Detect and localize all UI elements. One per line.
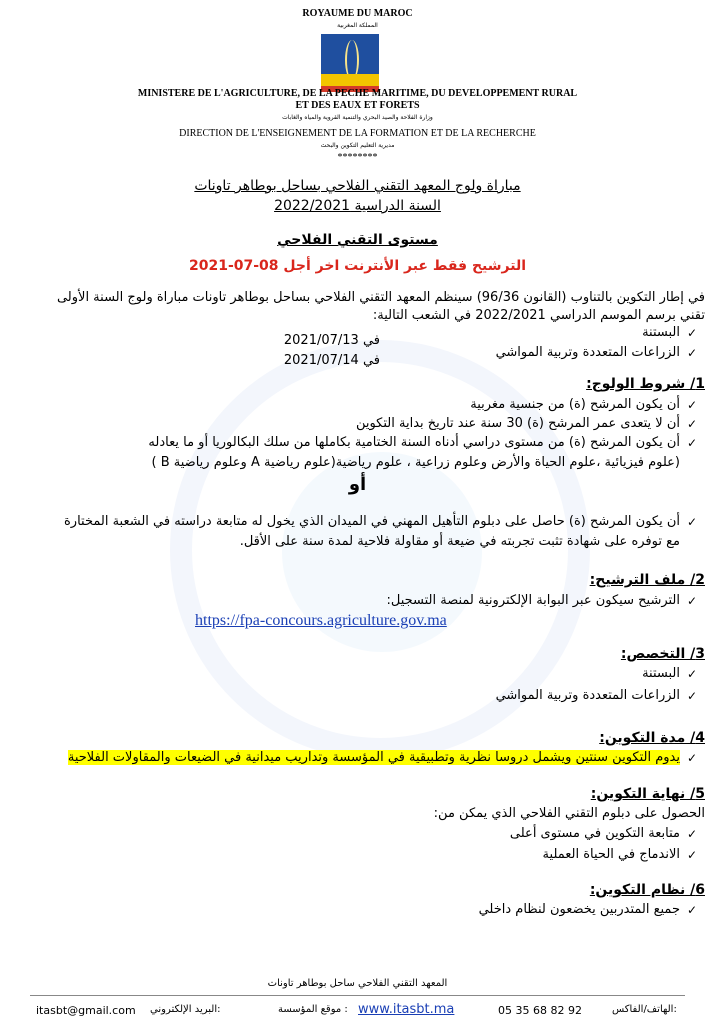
check-mark-icon: ✓ xyxy=(687,326,698,340)
royal-emblem-logo xyxy=(321,34,379,92)
check-mark-icon: ✓ xyxy=(687,515,698,529)
check-mark-icon: ✓ xyxy=(687,689,698,703)
footer-phone: 05 35 68 82 92 xyxy=(498,1004,582,1017)
ministry-ar: وزارة الفلاحة والصيد البحري والتنمية القروية والمياه والغابات xyxy=(282,114,433,121)
deadline-notice: الترشيح فقط عبر الأنترنت اخر أجل 08-07-2021 xyxy=(188,258,527,274)
direction-ar: مديرية التعليم التكوين والبحث xyxy=(320,142,395,149)
direction-fr: DIRECTION DE L'ENSEIGNEMENT DE LA FORMATION ET DE LA RECHERCHE xyxy=(179,128,536,139)
section-specialty-heading: 3/ التخصص: xyxy=(620,646,705,662)
system-item: جميع المتدربين يخضعون لنظام داخلي xyxy=(478,902,680,917)
footer-email[interactable]: itasbt@gmail.com xyxy=(36,1004,136,1017)
check-mark-icon: ✓ xyxy=(687,398,698,412)
branch-2-name: الزراعات المتعددة وتربية المواشي xyxy=(495,345,680,360)
duration-item xyxy=(4,750,680,765)
branch-2-date: في 2021/07/14 xyxy=(283,353,380,368)
check-mark-icon: ✓ xyxy=(687,827,698,841)
check-mark-icon: ✓ xyxy=(687,346,698,360)
kingdom-fr: ROYAUME DU MAROC xyxy=(302,8,413,19)
end-intro: الحصول على دبلوم التقني الفلاحي الذي يمكن من: xyxy=(433,806,705,821)
specialty-2: الزراعات المتعددة وتربية المواشي xyxy=(495,688,680,703)
specialty-1: البستنة xyxy=(642,666,680,681)
condition-1: أن يكون المرشح (ة) من جنسية مغربية xyxy=(470,397,680,412)
ministry-fr-2: ET DES EAUX ET FORETS xyxy=(295,100,420,111)
check-mark-icon: ✓ xyxy=(687,903,698,917)
check-mark-icon: ✓ xyxy=(687,436,698,450)
section-end-heading: 5/ نهاية التكوين: xyxy=(590,786,705,802)
check-mark-icon: ✓ xyxy=(687,417,698,431)
title-line2: السنة الدراسية 2022/2021 xyxy=(274,198,441,214)
check-mark-icon: ✓ xyxy=(687,667,698,681)
stars-divider: ******** xyxy=(337,152,378,163)
footer-institute: المعهد التقني الفلاحي ساحل بوطاهر تاونات xyxy=(267,978,448,989)
condition-2: أن لا يتعدى عمر المرشح (ة) 30 سنة عند تاريخ بداية التكوين xyxy=(355,416,680,431)
alternative-2: مع توفره على شهادة تثبت تجربته في ضيعة أو مقاولة فلاحية لمدة سنة على الأقل. xyxy=(239,534,680,549)
footer-phone-label: الهاتف/الفاكس: xyxy=(612,1004,677,1015)
section-file-heading: 2/ ملف الترشيح: xyxy=(589,572,705,588)
condition-3-subnote: (علوم فيزيائية ،علوم الحياة والأرض وعلوم زراعية ، علوم رياضية(علوم رياضية A وعلوم رياضية B ) xyxy=(151,455,680,470)
end-item-2: الاندماج في الحياة العملية xyxy=(542,847,680,862)
kingdom-ar: المملكة المغربية xyxy=(337,22,378,29)
footer-divider xyxy=(30,995,685,996)
condition-3: أن يكون المرشح (ة) من مستوى دراسي أدناه السنة الختامية بكاملها من سلك البكالوريا أو ما يعادله xyxy=(148,435,680,450)
branch-1-date: في 2021/07/13 xyxy=(283,333,380,348)
footer-site-label: موقع المؤسسة : xyxy=(278,1004,348,1015)
duration-highlight: يدوم التكوين سنتين ويشمل دروسا نظرية وتطبيقية في المؤسسة وتداريب ميدانية في الضيعات والمقاولات الفلاحية xyxy=(67,750,680,765)
check-mark-icon: ✓ xyxy=(687,751,698,765)
registration-link[interactable]: https://fpa-concours.agriculture.gov.ma xyxy=(195,612,447,629)
check-mark-icon: ✓ xyxy=(687,594,698,608)
footer-email-label: البريد الإلكتروني: xyxy=(150,1004,221,1015)
branch-1-name: البستنة xyxy=(642,325,680,340)
check-mark-icon: ✓ xyxy=(687,848,698,862)
ministry-fr-1: MINISTERE DE L'AGRICULTURE, DE LA PECHE MARITIME, DU DEVELOPPEMENT RURAL xyxy=(137,88,578,99)
intro-line2: تقني برسم الموسم الدراسي 2022/2021 في الشعب التالية: xyxy=(372,308,705,323)
alternative-1: أن يكون المرشح (ة) حاصل على دبلوم التأهيل المهني في الميدان الذي يخول له متابعة دراسته في الشعبة المختارة xyxy=(64,514,680,529)
title-line1: مباراة ولوج المعهد التقني الفلاحي بساحل بوطاهر تاونات xyxy=(194,178,521,194)
section-duration-heading: 4/ مدة التكوين: xyxy=(599,730,705,746)
section-system-heading: 6/ نظام التكوين: xyxy=(589,882,705,898)
end-item-1: متابعة التكوين في مستوى أعلى xyxy=(509,826,680,841)
file-item: الترشيح سيكون عبر البوابة الإلكترونية لمنصة التسجيل: xyxy=(386,593,680,608)
section-conditions-heading: 1/ شروط الولوج: xyxy=(586,376,705,392)
level-title: مستوى التقني الفلاحي xyxy=(277,232,438,248)
footer-site[interactable]: www.itasbt.ma xyxy=(358,1002,455,1017)
or-separator: أو xyxy=(348,474,367,495)
intro-line1: في إطار التكوين بالتناوب (القانون 96/36) سينظم المعهد التقني الفلاحي بساحل بوطاهر تاونات مباراة ولوج السنة الأولى xyxy=(56,290,705,305)
